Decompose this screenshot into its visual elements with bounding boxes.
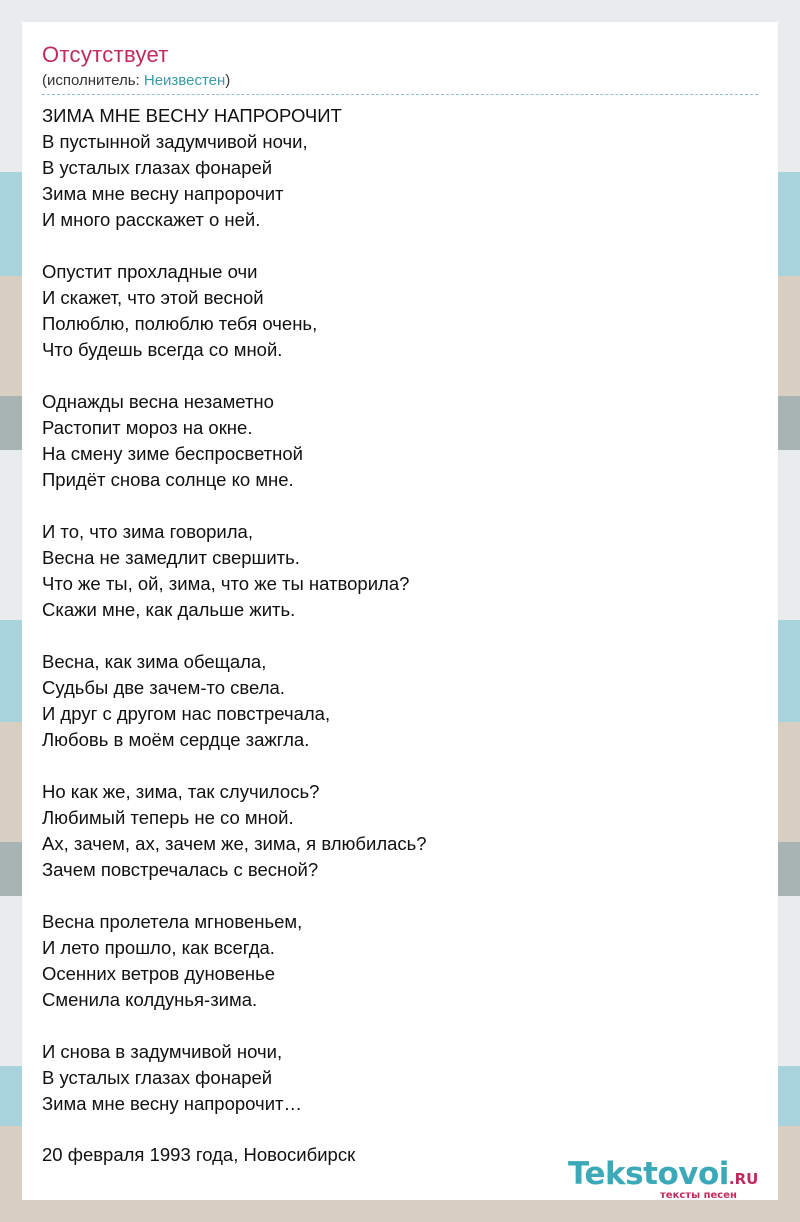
lyric-line: Весна не замедлит свершить. — [42, 547, 300, 568]
lyric-line: Придёт снова солнце ко мне. — [42, 469, 294, 490]
lyric-line: И друг с другом нас повстречала, — [42, 703, 331, 724]
lyric-line: В усталых глазах фонарей — [42, 1067, 273, 1088]
lyric-line: И то, что зима говорила, — [42, 521, 253, 542]
lyric-line: И лето прошло, как всегда. — [42, 937, 275, 958]
lyric-line: Растопит мороз на окне. — [42, 417, 253, 438]
logo-tld: .RU — [728, 1170, 759, 1188]
artist-line — [42, 72, 230, 89]
lyric-line: Осенних ветров дуновенье — [42, 963, 276, 984]
lyric-line: Что будешь всегда со мной. — [42, 339, 283, 360]
stanza-gap — [42, 233, 758, 259]
artist-prefix: (исполнитель: — [42, 72, 144, 89]
lyric-line: Зима мне весну напророчит… — [42, 1093, 303, 1114]
lyric-line: Скажи мне, как дальше жить. — [42, 599, 296, 620]
song-title: Отсутствует — [42, 42, 169, 67]
lyric-line: Весна, как зима обещала, — [42, 651, 267, 672]
lyric-line: На смену зиме беспросветной — [42, 443, 303, 464]
lyric-line: Опустит прохладные очи — [42, 261, 258, 282]
lyric-line: И много расскажет о ней. — [42, 209, 261, 230]
lyric-line: Весна пролетела мгновеньем, — [42, 911, 303, 932]
lyric-line: Полюблю, полюблю тебя очень, — [42, 313, 318, 334]
lyric-line: Зима мне весну напророчит — [42, 183, 284, 204]
site-logo[interactable] — [568, 1156, 778, 1206]
stanza-gap — [42, 363, 758, 389]
header-divider — [42, 94, 758, 95]
lyric-line: Любимый теперь не со мной. — [42, 807, 294, 828]
stanza-gap — [42, 493, 758, 519]
lyric-line: Однажды весна незаметно — [42, 391, 274, 412]
lyric-line: Любовь в моём сердце зажгла. — [42, 729, 310, 750]
lyric-line: В усталых глазах фонарей — [42, 157, 273, 178]
lyric-line: И снова в задумчивой ночи, — [42, 1041, 283, 1062]
logo-tagline: тексты песен — [660, 1190, 737, 1201]
lyrics-footer-note: 20 февраля 1993 года, Новосибирск — [42, 1144, 356, 1165]
lyric-line: Что же ты, ой, зима, что же ты натворила? — [42, 573, 410, 594]
lyric-line: Ах, зачем, ах, зачем же, зима, я влюбилась? — [42, 833, 427, 854]
lyric-line: Сменила колдунья-зима. — [42, 989, 258, 1010]
lyric-line: ЗИМА МНЕ ВЕСНУ НАПРОРОЧИТ — [42, 105, 342, 126]
artist-suffix: ) — [225, 72, 231, 89]
stanza-gap — [42, 883, 758, 909]
lyrics-card — [22, 22, 778, 1200]
logo-wordmark — [568, 1156, 758, 1192]
stanza-gap — [42, 1013, 758, 1039]
artist-link[interactable]: Неизвестен — [143, 72, 226, 89]
lyric-line: В пустынной задумчивой ночи, — [42, 131, 308, 152]
stanza-gap — [42, 623, 758, 649]
lyric-line: Зачем повстречалась с весной? — [42, 859, 319, 880]
lyric-line: Но как же, зима, так случилось? — [42, 781, 320, 802]
lyric-line: Судьбы две зачем-то свела. — [42, 677, 285, 698]
logo-name: Tekstovoi — [568, 1156, 729, 1192]
stanza-gap — [42, 753, 758, 779]
lyrics-text — [42, 103, 758, 1117]
lyric-line: И скажет, что этой весной — [42, 287, 264, 308]
